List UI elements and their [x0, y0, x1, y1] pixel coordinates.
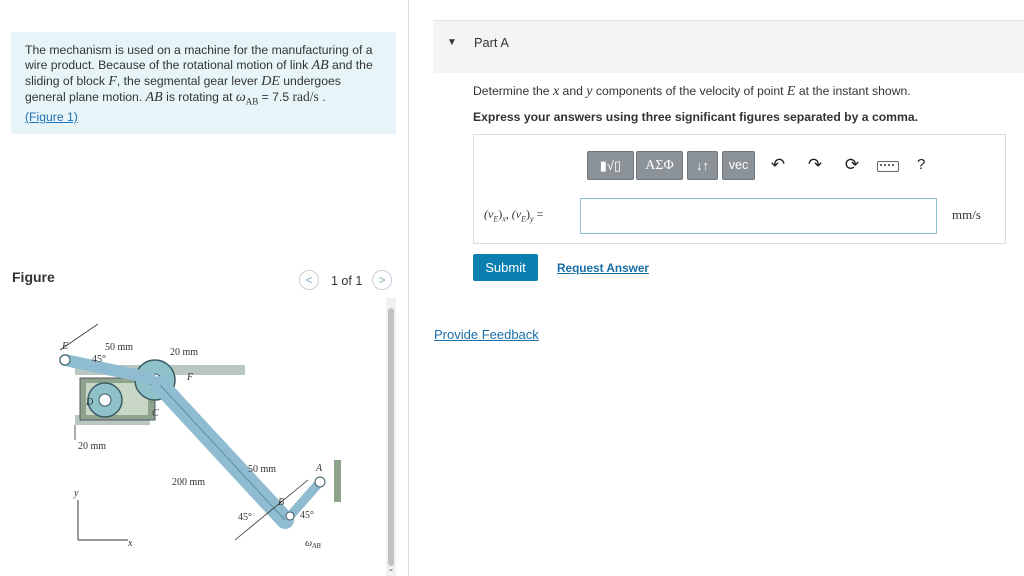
- dim-20mm-bottom: 20 mm: [78, 441, 107, 452]
- angle-45-b-left: 45°: [238, 512, 252, 523]
- question-fragment: at the instant shown.: [795, 84, 911, 98]
- support-a: [334, 460, 341, 502]
- reset-icon[interactable]: ⟳: [844, 155, 860, 174]
- pin-b: [286, 512, 294, 520]
- math-omega-sub: AB: [245, 96, 259, 107]
- problem-text: and the sliding of block: [25, 58, 373, 88]
- help-button[interactable]: ?: [917, 156, 926, 173]
- answer-unit: mm/s: [952, 207, 981, 222]
- pin-e: [60, 355, 70, 365]
- label-omega: $\omega_{AB}$: [305, 538, 321, 550]
- angle-45-top: 45°: [92, 354, 106, 365]
- figure-link[interactable]: (Figure 1): [25, 110, 78, 125]
- dim-50mm-ab: 50 mm: [248, 464, 277, 475]
- problem-text: is rotating at: [162, 90, 236, 105]
- caret-down-icon[interactable]: ▼: [447, 37, 457, 48]
- part-title[interactable]: Part A: [474, 35, 509, 50]
- part-header[interactable]: [433, 20, 1024, 73]
- link-cb-edge: [160, 385, 285, 520]
- math-y: y: [586, 84, 593, 99]
- dim-200mm: 200 mm: [172, 477, 206, 488]
- figure-page-indicator: 1 of 1: [331, 274, 363, 288]
- label-c: C: [152, 408, 159, 419]
- label-e: E: [62, 341, 69, 352]
- templates-button[interactable]: ▮√▯: [587, 151, 634, 180]
- label-x-axis: x: [128, 538, 133, 549]
- undo-icon[interactable]: ↶: [770, 155, 786, 174]
- problem-text: = 7.5: [258, 90, 293, 105]
- arrows-button[interactable]: ↓↑: [687, 151, 718, 180]
- label-fragment: ): [526, 207, 530, 221]
- mechanism-figure: [40, 310, 380, 560]
- math-ab: AB: [311, 58, 329, 74]
- panel-divider: [408, 0, 409, 576]
- label-a: A: [316, 463, 323, 474]
- provide-feedback-link[interactable]: Provide Feedback: [434, 327, 539, 342]
- chevron-left-icon: <: [305, 273, 313, 287]
- problem-text: , the segmental gear lever: [116, 73, 262, 88]
- math-de: DE: [261, 73, 280, 89]
- dim-50mm-top: 50 mm: [105, 342, 134, 353]
- label-fragment: =: [533, 207, 544, 221]
- label-b: B: [278, 497, 285, 508]
- label-f: F: [187, 372, 194, 383]
- redo-icon[interactable]: ↷: [807, 155, 823, 174]
- problem-text: The mechanism is used on a machine for the manufacturing of a wire product. Because of the rotational motion of link: [25, 43, 373, 73]
- math-omega: ω: [235, 90, 246, 106]
- figure-heading: Figure: [12, 269, 55, 285]
- problem-text: .: [318, 90, 326, 105]
- question-fragment: Determine the: [473, 84, 553, 98]
- request-answer-link[interactable]: Request Answer: [557, 261, 649, 275]
- figure-scrollbar-thumb[interactable]: [388, 308, 394, 566]
- label-fragment: E: [521, 214, 526, 224]
- label-fragment: (v: [484, 207, 494, 221]
- label-fragment: E: [493, 214, 499, 224]
- question-fragment: and: [559, 84, 587, 98]
- scroll-down-arrow-icon[interactable]: ⌄: [387, 564, 395, 573]
- label-fragment: y: [530, 214, 534, 224]
- math-f: F: [108, 73, 117, 89]
- math-ab: AB: [145, 90, 163, 106]
- pin-a: [315, 477, 325, 487]
- symbols-button[interactable]: ΑΣΦ: [636, 151, 683, 180]
- label-d: D: [86, 397, 94, 408]
- keyboard-icon[interactable]: [877, 161, 899, 172]
- vector-button[interactable]: vec: [722, 151, 755, 180]
- answer-input[interactable]: [580, 198, 937, 234]
- chevron-right-icon: >: [378, 273, 386, 287]
- question-text: [473, 84, 911, 100]
- math-e: E: [786, 84, 796, 99]
- label-fragment: ): [498, 207, 503, 221]
- math-x: x: [552, 84, 560, 99]
- label-fragment: x: [502, 214, 506, 224]
- submit-button[interactable]: Submit: [473, 254, 538, 281]
- next-figure-button[interactable]: [372, 270, 392, 290]
- label-y-axis: y: [74, 488, 79, 499]
- answer-instructions: Express your answers using three significant figures separated by a comma.: [473, 110, 918, 124]
- question-fragment: components of the velocity of point: [592, 84, 787, 98]
- prev-figure-button[interactable]: [299, 270, 319, 290]
- label-fragment: , (v: [505, 207, 522, 221]
- answer-label: [484, 207, 543, 223]
- math-unit: rad/s: [292, 89, 319, 105]
- problem-text: undergoes general plane motion.: [25, 73, 341, 105]
- problem-statement: [11, 32, 396, 134]
- dim-20mm-top: 20 mm: [170, 347, 199, 358]
- angle-45-b-right: 45°: [300, 510, 314, 521]
- pin-d: [99, 394, 111, 406]
